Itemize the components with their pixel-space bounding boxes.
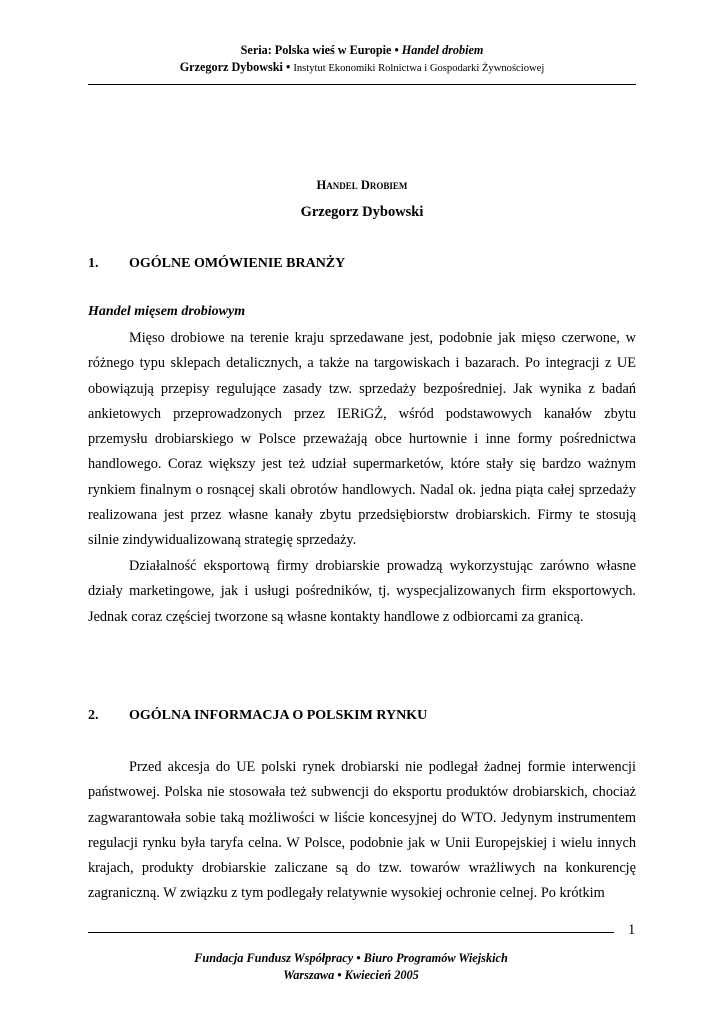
section-title: OGÓLNA INFORMACJA O POLSKIM RYNKU [129, 708, 428, 723]
header-bullet-2: • [285, 60, 291, 74]
header-author: Grzegorz Dybowski [179, 60, 283, 74]
paragraph: Przed akcesja do UE polski rynek drobiarski nie podlegał żadnej formie interwencji państwowej. Polska nie stosowała też subwencji do eksportu produktów drobiarskich, chociaż zagwarantowała sobie taką możliwości w liście koncesyjnej do WTO. Jedynym instrumentem regulacji rynku była taryfa celna. W Polsce, podobnie jak w Unii Europejskiej i wielu innych krajach, produkty drobiarskie zaliczane są do tzw. towarów wrażliwych na konkurencję zagraniczną. W związku z tym podlegały relatywnie wysokiej ochronie celnej. Po krótkim [88, 759, 636, 902]
subheading: Handel mięsem drobiowym [88, 304, 246, 319]
footer-place-date: Warszawa • Kwiecień 2005 [283, 968, 419, 982]
running-header [88, 42, 636, 77]
header-author-line [88, 59, 636, 77]
section-title: OGÓLNE OMÓWIENIE BRANŻY [129, 256, 346, 271]
paragraph: Działalność eksportową firmy drobiarskie prowadzą wykorzystując zarówno własne działy marketingowe, jak i usługi pośredników, tj. wyspecjalizowanych firm eksportowych. Jednak coraz częściej tworzone są własne kontakty handlowe z odbiorcami za granicą. [88, 558, 636, 625]
header-divider [88, 84, 636, 85]
section-number: 2. [88, 708, 99, 723]
page-number: 1 [628, 922, 636, 938]
document-title: Handel Drobiem [316, 178, 408, 192]
paragraph: Mięso drobiowe na terenie kraju sprzedawane jest, podobnie jak mięso czerwone, w różnego typu sklepach detalicznych, a także na targowiskach i bazarach. Po integracji z UE obowiązują przepisy regulujące zasady tzw. sprzedaży bezpośredniej. Jak wynika z badań ankietowych przeprowadzonych przez IERiGŻ, wśród podstawowych kanałów zbytu przemysłu drobiarskiego w Polsce przeważają obce hurtownie i inne formy pośrednictwa handlowego. Coraz większy jest też udział supermarketów, które stały się bardzo ważnym rynkiem finalnym o rosnącej skali obrotów handlowych. Nadal ok. jedna piąta całej sprzedaży realizowana jest przez własne kanały zbytu przedsiębiorstw drobiarskich. Firmy te stosują silnie zindywidualizowaną strategię sprzedaży. [88, 330, 636, 549]
section-number: 1. [88, 256, 99, 271]
header-bullet: • [394, 43, 399, 57]
document-author: Grzegorz Dybowski [300, 204, 424, 220]
header-series-line [88, 42, 636, 59]
header-title: Handel drobiem [401, 43, 484, 57]
footer-organization: Fundacja Fundusz Współpracy • Biuro Programów Wiejskich [194, 951, 508, 965]
header-series: Seria: Polska wieś w Europie [240, 43, 392, 57]
header-institute: Instytut Ekonomiki Rolnictwa i Gospodarki Żywnościowej [293, 63, 545, 74]
running-footer [88, 950, 614, 984]
footer-divider [88, 932, 614, 933]
